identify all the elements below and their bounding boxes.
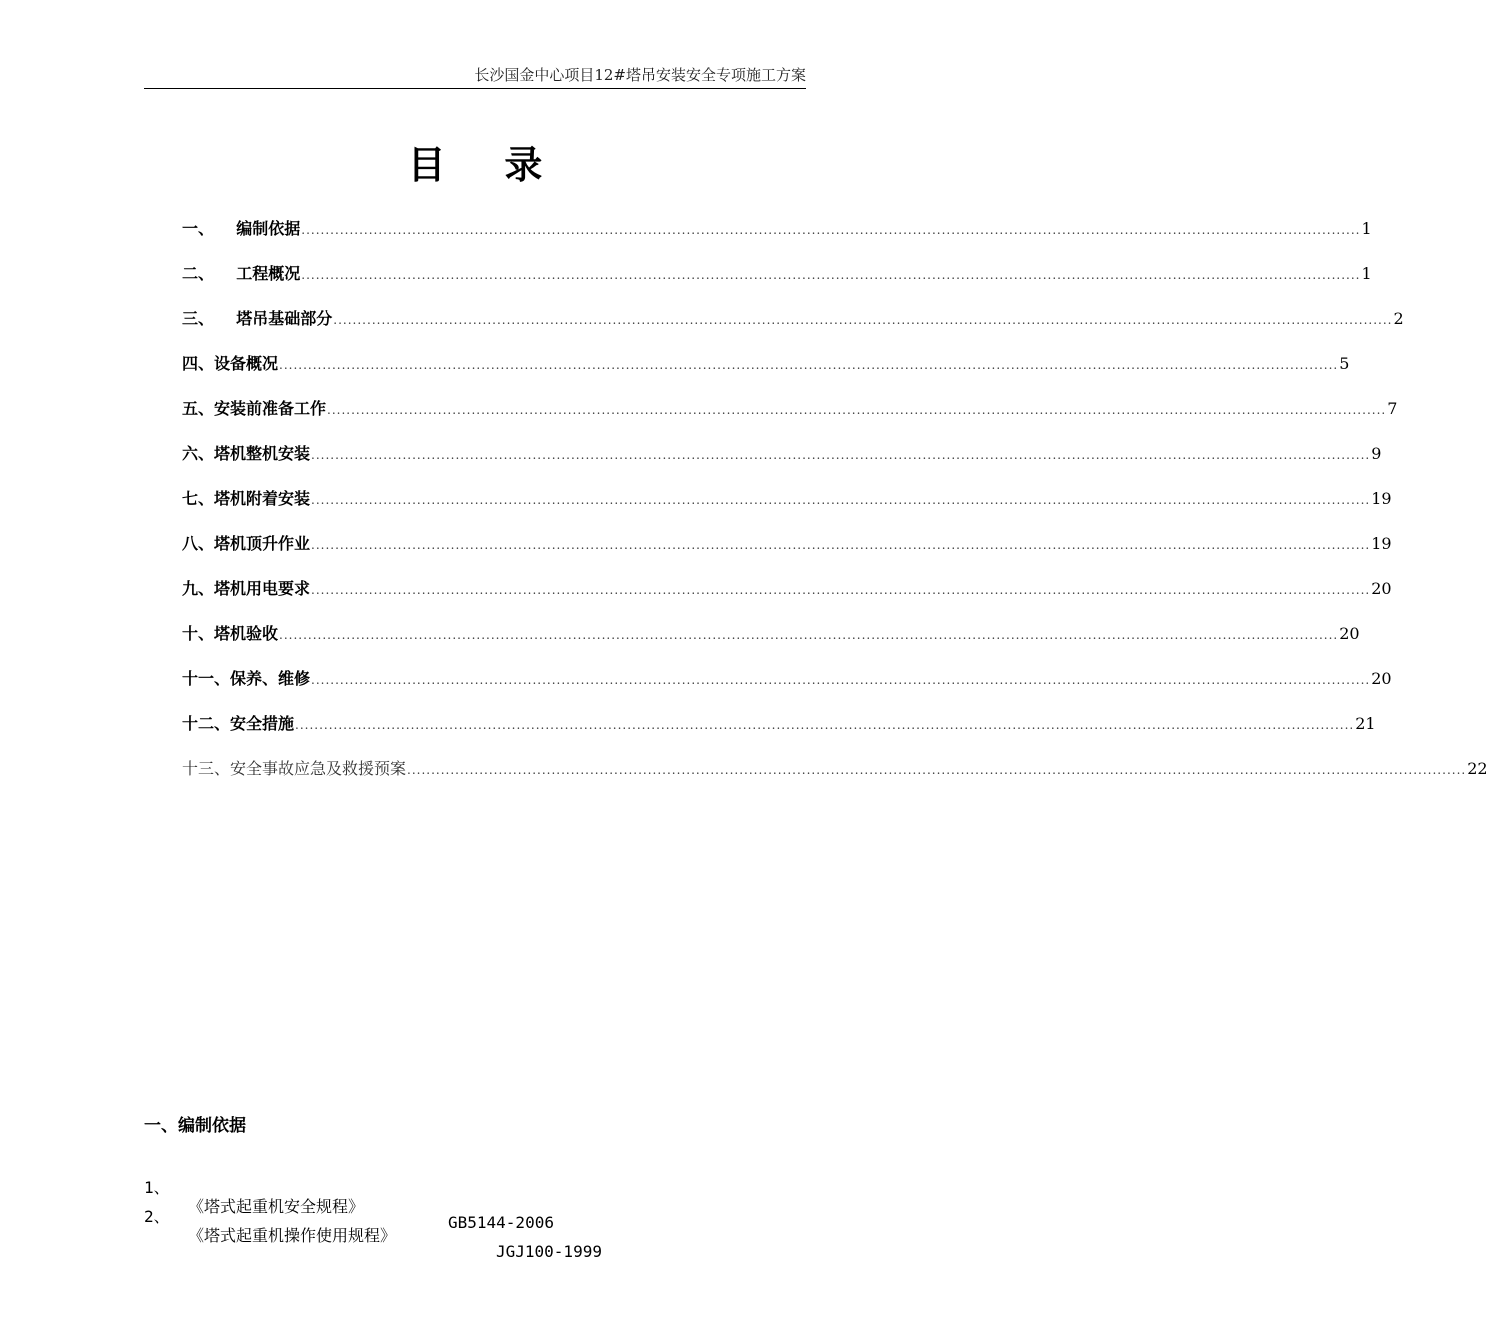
reference-code: GB5144-2006 bbox=[448, 1213, 554, 1232]
toc-dot-leader: ............................................................................................................................................................................................................................ bbox=[311, 538, 1371, 552]
reference-number: 2、 bbox=[144, 1207, 170, 1226]
toc-entry[interactable] bbox=[182, 621, 1360, 666]
toc-entry[interactable] bbox=[182, 441, 1382, 486]
toc-dot-leader: ............................................................................................................................................................................................................................ bbox=[295, 718, 1355, 732]
toc-entry[interactable] bbox=[182, 756, 1488, 801]
toc-entry-label: 九、塔机用电要求 bbox=[182, 579, 311, 598]
toc-title: 目 录 bbox=[407, 143, 566, 187]
toc-entry-label: 十一、保养、维修 bbox=[182, 669, 311, 688]
toc-entry[interactable] bbox=[182, 666, 1392, 711]
reference-number: 1、 bbox=[144, 1178, 170, 1197]
toc-dot-leader: ............................................................................................................................................................................................................................ bbox=[311, 448, 1371, 462]
toc-entry-label: 六、塔机整机安装 bbox=[182, 444, 311, 463]
toc-entry-label: 八、塔机顶升作业 bbox=[182, 534, 311, 553]
toc-entry-page-number: 5 bbox=[1339, 354, 1350, 373]
toc-dot-leader: ............................................................................................................................................................................................................................ bbox=[333, 313, 1393, 327]
toc-entry-page-number: 9 bbox=[1371, 444, 1382, 463]
toc-entry-label: 五、安装前准备工作 bbox=[182, 399, 327, 418]
toc-dot-leader: ............................................................................................................................................................................................................................ bbox=[301, 268, 1361, 282]
toc-entry[interactable] bbox=[182, 261, 1372, 306]
toc-entry[interactable] bbox=[182, 711, 1376, 756]
toc-entry-label: 三、 塔吊基础部分 bbox=[182, 309, 333, 328]
toc-entry-label: 二、 工程概况 bbox=[182, 264, 301, 283]
table-of-contents bbox=[182, 216, 1488, 801]
toc-entry-page-number: 20 bbox=[1339, 624, 1360, 643]
toc-dot-leader: ............................................................................................................................................................................................................................ bbox=[311, 673, 1371, 687]
toc-entry[interactable] bbox=[182, 216, 1372, 261]
toc-entry-page-number: 7 bbox=[1387, 399, 1398, 418]
toc-entry-page-number: 2 bbox=[1393, 309, 1404, 328]
toc-entry-page-number: 19 bbox=[1371, 489, 1392, 508]
toc-entry[interactable] bbox=[182, 351, 1350, 396]
reference-title: 《塔式起重机操作使用规程》 bbox=[188, 1226, 397, 1245]
page-header bbox=[144, 64, 806, 89]
toc-dot-leader: ............................................................................................................................................................................................................................ bbox=[311, 493, 1371, 507]
toc-dot-leader: ............................................................................................................................................................................................................................ bbox=[311, 583, 1371, 597]
toc-dot-leader: ............................................................................................................................................................................................................................ bbox=[407, 763, 1467, 777]
toc-entry-label: 七、塔机附着安装 bbox=[182, 489, 311, 508]
toc-entry-label: 十三、安全事故应急及救援预案 bbox=[182, 759, 407, 778]
toc-entry-page-number: 22 bbox=[1467, 759, 1488, 778]
toc-entry[interactable] bbox=[182, 396, 1398, 441]
toc-entry[interactable] bbox=[182, 486, 1392, 531]
toc-entry-label: 四、设备概况 bbox=[182, 354, 279, 373]
toc-dot-leader: ............................................................................................................................................................................................................................ bbox=[301, 223, 1361, 237]
toc-entry-page-number: 20 bbox=[1371, 579, 1392, 598]
toc-entry-page-number: 21 bbox=[1355, 714, 1376, 733]
section-heading: 一、编制依据 bbox=[144, 1116, 246, 1136]
toc-entry-page-number: 19 bbox=[1371, 534, 1392, 553]
reference-title: 《塔式起重机安全规程》 bbox=[188, 1197, 365, 1216]
reference-code: JGJ100-1999 bbox=[496, 1242, 602, 1261]
toc-entry-page-number: 20 bbox=[1371, 669, 1392, 688]
header-text: 长沙国金中心项目12#塔吊安装安全专项施工方案 bbox=[474, 66, 806, 84]
toc-dot-leader: ............................................................................................................................................................................................................................ bbox=[279, 358, 1339, 372]
toc-entry-label: 十、塔机验收 bbox=[182, 624, 279, 643]
toc-entry[interactable] bbox=[182, 576, 1392, 621]
toc-dot-leader: ............................................................................................................................................................................................................................ bbox=[327, 403, 1387, 417]
toc-entry-page-number: 1 bbox=[1361, 264, 1372, 283]
toc-entry-label: 十二、安全措施 bbox=[182, 714, 295, 733]
toc-entry[interactable] bbox=[182, 306, 1404, 351]
toc-entry[interactable] bbox=[182, 531, 1392, 576]
toc-dot-leader: ............................................................................................................................................................................................................................ bbox=[279, 628, 1339, 642]
toc-entry-label: 一、 编制依据 bbox=[182, 219, 301, 238]
toc-entry-page-number: 1 bbox=[1361, 219, 1372, 238]
